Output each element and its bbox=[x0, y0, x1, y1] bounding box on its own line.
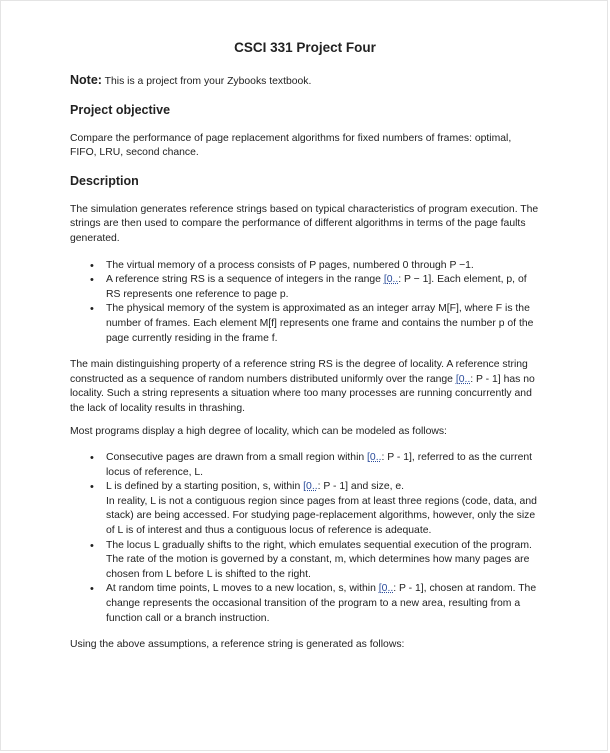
note-line bbox=[70, 73, 540, 90]
bullet-reference-string: A reference string RS is a sequence of integers in the range bbox=[106, 274, 384, 286]
bullet-locus-definition: L is defined by a starting position, s, within bbox=[106, 481, 304, 493]
objective-heading: Project objective bbox=[70, 102, 171, 117]
bullet-consecutive-pages: Consecutive pages are drawn from a small region within bbox=[106, 452, 368, 464]
list-item bbox=[106, 259, 540, 274]
description-heading: Description bbox=[70, 173, 139, 188]
locality-model-intro: Most programs display a high degree of locality, which can be modeled as follows: bbox=[70, 425, 447, 437]
range-link[interactable]: [0.. bbox=[303, 481, 318, 493]
document-content bbox=[70, 39, 540, 665]
note-text: This is a project from your Zybooks textbook. bbox=[101, 76, 312, 87]
range-link[interactable]: [0.. bbox=[455, 373, 471, 385]
range-link[interactable]: [0.. bbox=[367, 452, 382, 464]
bullet-consecutive-pages-rest: : P - 1], referred to as the current locus of reference, L. bbox=[106, 452, 533, 478]
bullet-reference-string-rest: : P − 1]. Each element, p, of RS represents one reference to page p. bbox=[106, 274, 527, 300]
bullet-locus-definition-rest: : P - 1] and size, e. bbox=[317, 481, 405, 493]
range-link[interactable]: [0.. bbox=[378, 583, 394, 595]
locality-text: The main distinguishing property of a reference string RS is the degree of locality. A reference string constructed as a sequence of random numbers distributed uniformly over the range bbox=[70, 359, 528, 385]
locality-paragraph bbox=[70, 358, 540, 416]
bullet-random-move: At random time points, L moves to a new location, s, within bbox=[106, 583, 379, 595]
closing-text: Using the above assumptions, a reference string is generated as follows: bbox=[70, 639, 405, 651]
list-item bbox=[106, 451, 540, 480]
bullet-locus-shift: The locus L gradually shifts to the right, which emulates sequential execution of the program. The rate of the motion is governed by a constant, m, which determines how many pages are chosen from L before L is shifted to the right. bbox=[106, 539, 532, 580]
bullet-physical-memory: The physical memory of the system is approximated as an integer array M[F], where F is the number of frames. Each element M[f] represents one frame and contains the number p of the page currently residing in the frame f. bbox=[106, 303, 534, 344]
page-title: CSCI 331 Project Four bbox=[234, 40, 376, 55]
list-item bbox=[106, 539, 540, 583]
list-item bbox=[106, 273, 540, 302]
range-link[interactable]: [0.. bbox=[383, 274, 399, 286]
bullet-virtual-memory: The virtual memory of a process consists of P pages, numbered 0 through P −1. bbox=[106, 259, 474, 271]
description-text: The simulation generates reference strings based on typical characteristics of program execution. The strings are then used to compare the performance of different algorithms in terms of the page faults generated. bbox=[70, 203, 539, 244]
list-item bbox=[106, 582, 540, 626]
list-item bbox=[106, 480, 540, 538]
list-item bbox=[106, 302, 540, 346]
bullet-random-move-rest: : P - 1], chosen at random. The change represents the occasional transition of the program to a new area, resulting from a function call or a branch instruction. bbox=[106, 583, 537, 624]
note-label: Note: bbox=[70, 73, 102, 87]
locality-model-list bbox=[70, 451, 540, 626]
objective-text: Compare the performance of page replacement algorithms for fixed numbers of frames: optimal, FIFO, LRU, second chance. bbox=[70, 132, 512, 159]
bullet-locus-note: In reality, L is not a contiguous region since pages from at least three regions (code, data, and stack) are being accessed. For studying page-replacement algorithms, however, only the size of L is of interest and thus a contiguous locus of reference is adequate. bbox=[106, 495, 537, 537]
memory-model-list bbox=[70, 259, 540, 347]
locality-text-rest: : P - 1] has no locality. Such a string represents a situation where too many processes are running concurrently and the lack of locality results in thrashing. bbox=[70, 373, 535, 414]
